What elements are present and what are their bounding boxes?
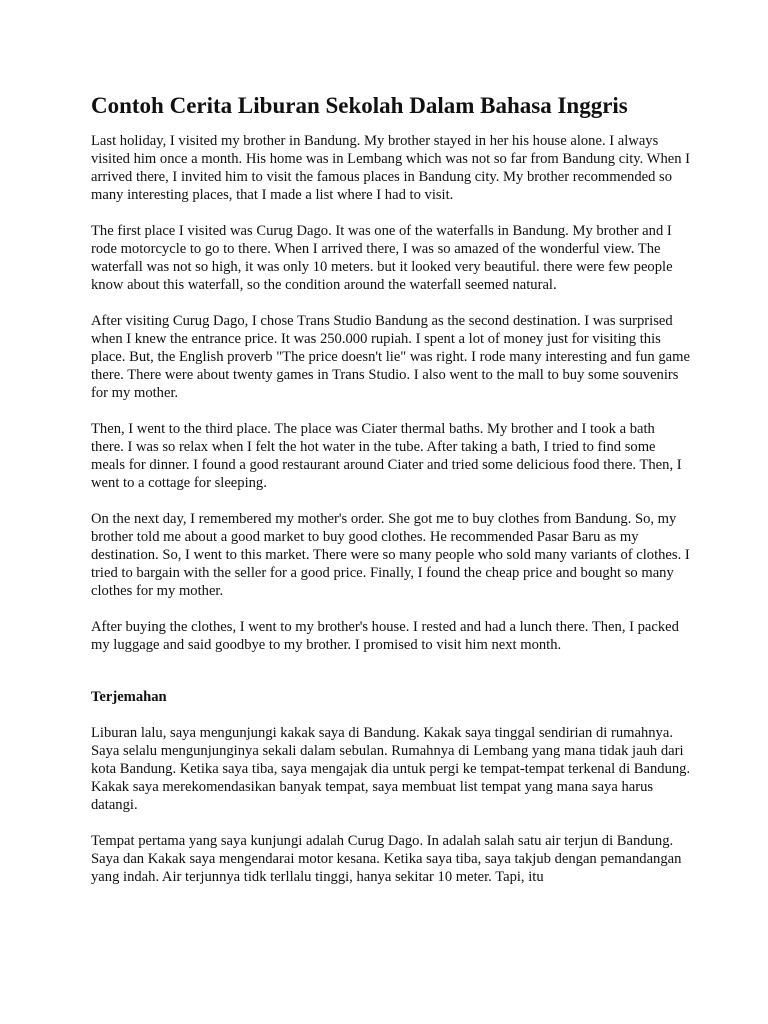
paragraph-3: After visiting Curug Dago, I chose Trans Studio Bandung as the second destination. I was surprised when I knew the entrance price. It was 250.000 rupiah. I spent a lot of money just for visiting this place. But, the English proverb "The price doesn't lie" was right. I rode many interesting and fun game there. There were about twenty games in Trans Studio. I also went to the mall to buy some souvenirs for my mother.	[91, 313, 690, 401]
translation-heading: Terjemahan	[91, 689, 167, 705]
paragraph-1: Last holiday, I visited my brother in Bandung. My brother stayed in her his house alone. I always visited him once a month. His home was in Lembang which was not so far from Bandung city. When I arrived there, I invited him to visit the famous places in Bandung city. My brother recommended so many interesting places, that I made a list where I had to visit.	[91, 133, 691, 203]
translation-paragraph-1: Liburan lalu, saya mengunjungi kakak saya di Bandung. Kakak saya tinggal sendirian di rumahnya. Saya selalu mengunjunginya sekali dalam sebulan. Rumahnya di Lembang yang mana tidak jauh dari kota Bandung. Ketika saya tiba, saya mengajak dia untuk pergi ke tempat-tempat terkenal di Bandung. Kakak saya merekomendasikan banyak tempat, saya membuat list tempat yang mana saya harus datangi.	[91, 725, 691, 813]
translation-paragraph-2: Tempat pertama yang saya kunjungi adalah Curug Dago. In adalah salah satu air terjun di Bandung. Saya dan Kakak saya mengendarai motor kesana. Ketika saya tiba, saya takjub dengan pemandangan yang indah. Air terjunnya tidk terllalu tinggi, hanya sekitar 10 meter. Tapi, itu	[91, 833, 682, 885]
paragraph-4: Then, I went to the third place. The place was Ciater thermal baths. My brother and I took a bath there. I was so relax when I felt the hot water in the tube. After taking a bath, I tried to find some meals for dinner. I found a good restaurant around Ciater and tried some delicious food there. Then, I went to a cottage for sleeping.	[91, 421, 682, 491]
paragraph-6: After buying the clothes, I went to my brother's house. I rested and had a lunch there. Then, I packed my luggage and said goodbye to my brother. I promised to visit him next month.	[91, 619, 679, 653]
paragraph-2: The first place I visited was Curug Dago. It was one of the waterfalls in Bandung. My brother and I rode motorcycle to go to there. When I arrived there, I was so amazed of the wonderful view. The waterfall was not so high, it was only 10 meters. but it looked very beautiful. there were few people know about this waterfall, so the condition around the waterfall seemed natural.	[91, 223, 673, 293]
document-page	[91, 92, 691, 886]
document-title: Contoh Cerita Liburan Sekolah Dalam Bahasa Inggris	[91, 93, 628, 118]
paragraph-5: On the next day, I remembered my mother's order. She got me to buy clothes from Bandung. So, my brother told me about a good market to buy good clothes. He recommended Pasar Baru as my destination. So, I went to this market. There were so many people who sold many variants of clothes. I tried to bargain with the seller for a good price. Finally, I found the cheap price and bought so many clothes for my mother.	[91, 511, 690, 599]
